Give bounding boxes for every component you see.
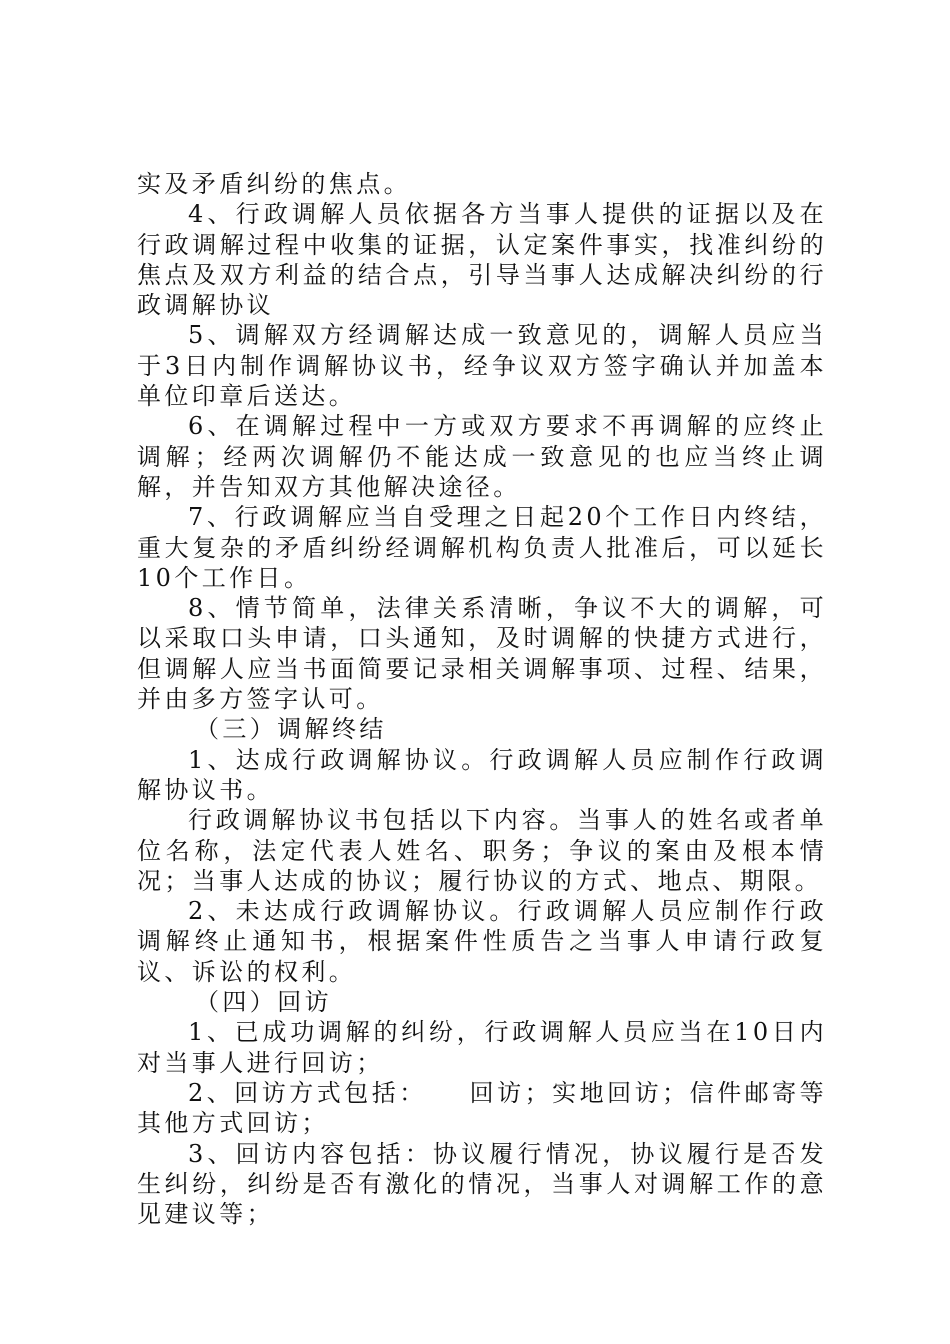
paragraph-item-5: 5、调解双方经调解达成一致意见的，调解人员应当于3日内制作调解协议书，经争议双方签字确认并加盖本单位印章后送达。 bbox=[137, 321, 827, 411]
paragraph-item-8: 8、情节简单，法律关系清晰，争议不大的调解，可以采取口头申请，口头通知，及时调解的快捷方式进行，但调解人应当书面简要记录相关调解事项、过程、结果，并由多方签字认可。 bbox=[137, 594, 827, 714]
paragraph-agreement-reached: 1、达成行政调解协议。行政调解人员应制作行政调解协议书。 bbox=[137, 745, 827, 804]
paragraph-agreement-not-reached: 2、未达成行政调解协议。行政调解人员应制作行政调解终止通知书，根据案件性质告之当事人申请行政复议、诉讼的权利。 bbox=[137, 897, 827, 986]
paragraph-item-4: 4、行政调解人员依据各方当事人提供的证据以及在行政调解过程中收集的证据，认定案件事实，找准纠纷的焦点及双方利益的结合点，引导当事人达成解决纠纷的行政调解协议 bbox=[137, 200, 827, 320]
section-heading-follow-up-visit: （四）回访 bbox=[195, 988, 332, 1017]
paragraph-follow-up-3: 3、回访内容包括：协议履行情况，协议履行是否发生纠纷，纠纷是否有激化的情况，当事人对调解工作的意见建议等； bbox=[137, 1139, 827, 1229]
paragraph-agreement-contents: 行政调解协议书包括以下内容。当事人的姓名或者单位名称，法定代表人姓名、职务；争议的案由及根本情况；当事人达成的协议；履行协议的方式、地点、期限。 bbox=[137, 806, 827, 895]
section-heading-mediation-conclusion: （三）调解终结 bbox=[195, 715, 387, 744]
paragraph-item-7: 7、行政调解应当自受理之日起20个工作日内终结，重大复杂的矛盾纠纷经调解机构负责人批准后，可以延长10个工作日。 bbox=[137, 503, 827, 592]
paragraph-item-6: 6、在调解过程中一方或双方要求不再调解的应终止调解；经两次调解仍不能达成一致意见的也应当终止调解，并告知双方其他解决途径。 bbox=[137, 412, 827, 501]
paragraph-continuation: 实及矛盾纠纷的焦点。 bbox=[137, 170, 411, 198]
paragraph-follow-up-2: 2、回访方式包括： 回访；实地回访；信件邮寄等其他方式回访； bbox=[137, 1078, 827, 1138]
paragraph-follow-up-1: 1、已成功调解的纠纷，行政调解人员应当在10日内对当事人进行回访； bbox=[137, 1018, 827, 1077]
document-body bbox=[137, 169, 827, 1229]
